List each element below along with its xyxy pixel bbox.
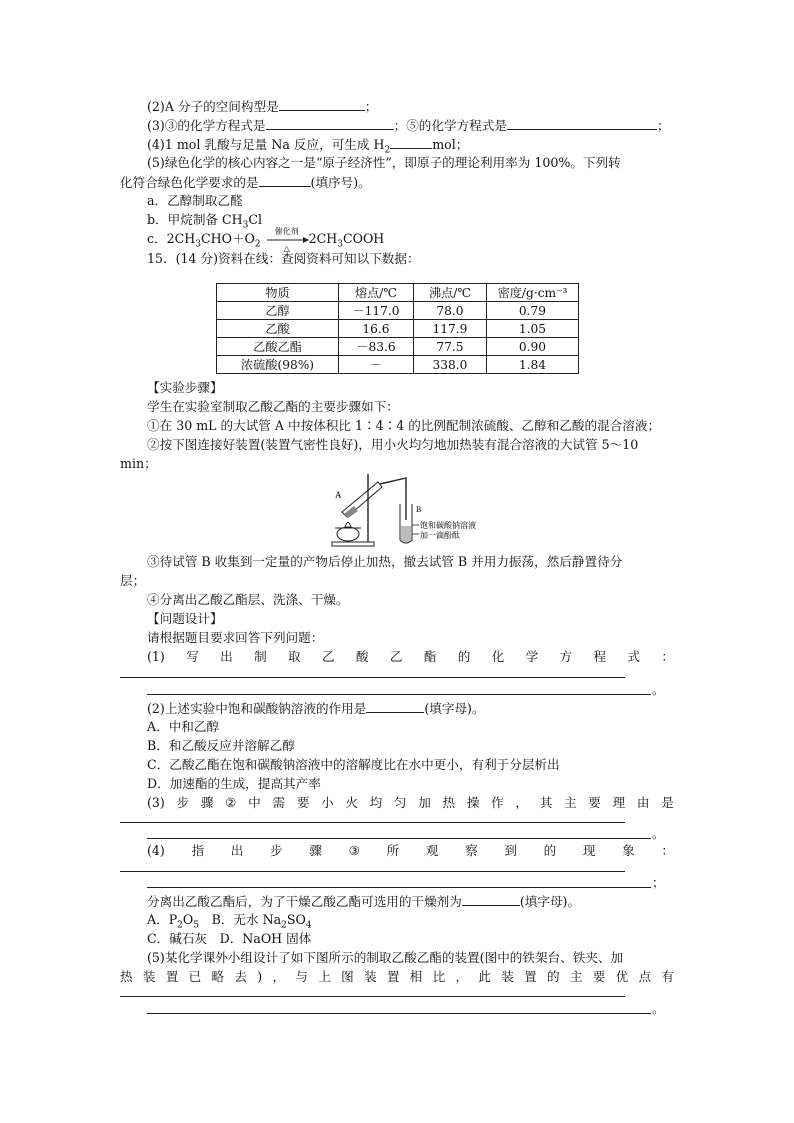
subscript: 2: [254, 239, 261, 250]
q2-option-c: C．乙酸乙酯在饱和碳酸钠溶液中的溶解度比在水中更小，有利于分层析出: [147, 757, 560, 772]
char: 象: [622, 843, 635, 858]
char: 指: [191, 843, 205, 858]
note-sodium-carbonate: 饱和碳酸钠溶液: [420, 521, 476, 530]
char: 观: [425, 843, 439, 858]
subscript: 3: [242, 220, 249, 231]
char: 略: [211, 969, 225, 984]
char: 理: [612, 795, 626, 810]
question-3-text: (3)③的化学方程式是: [147, 118, 266, 133]
char: 主: [564, 795, 577, 810]
question-2: [147, 98, 377, 115]
table-cell: 117.9: [414, 320, 487, 338]
design-heading: 【问题设计】: [147, 611, 223, 626]
char: 取: [288, 649, 301, 664]
design-q3: [147, 795, 674, 811]
formula-part: A．P: [147, 912, 178, 927]
answer-line[interactable]: [147, 694, 651, 695]
subscript: 4: [305, 920, 312, 931]
char: 匀: [393, 795, 407, 810]
formula-part: O: [182, 912, 194, 927]
char: 出: [220, 649, 233, 664]
table-cell: 乙酸: [217, 320, 339, 338]
table-cell: 乙醇: [217, 302, 339, 320]
char: (3): [147, 795, 165, 810]
char: 是: [661, 795, 674, 810]
char: 化: [491, 649, 505, 664]
char: 有: [661, 969, 674, 984]
step-1: ①在 30 mL 的大试管 A 中按体积比 1∶4∶4 的比例配制浓硫酸、乙醇和乙酸的混合溶液；: [147, 418, 661, 433]
answer-line[interactable]: [120, 871, 625, 872]
char: 此: [478, 969, 491, 984]
step-2-line1: ②按下图连接好装置(装置气密性良好)，用小火均匀地加热装有混合溶液的大试管 5～10: [147, 437, 639, 452]
q2-option-d: D．加速酯的生成，提高其产率: [147, 776, 321, 791]
table-header: 熔点/℃: [339, 284, 414, 302]
answer-line[interactable]: [120, 996, 625, 997]
char: 出: [230, 843, 244, 858]
period: 。: [652, 826, 665, 841]
char: 火: [345, 795, 358, 810]
period: 。: [652, 1001, 665, 1016]
char: 置: [165, 969, 179, 984]
char: 与: [295, 969, 308, 984]
answer-blank[interactable]: [279, 98, 365, 111]
char: 的: [457, 649, 471, 664]
table-row: [217, 320, 579, 338]
char: 相: [409, 969, 423, 984]
semicolon: ；: [652, 875, 665, 890]
char: 去: [234, 969, 247, 984]
question-15-title: 15．(14 分)资料在线：查阅资料可知以下数据：: [147, 251, 420, 266]
option-b: [147, 212, 263, 231]
steps-intro: 学生在实验室制取乙酸乙酯的主要步骤如下：: [147, 399, 399, 414]
table-cell: 338.0: [414, 356, 487, 374]
answer-blank[interactable]: [507, 117, 657, 130]
table-header: 物质: [217, 284, 339, 302]
char: 乙: [321, 649, 335, 664]
punct: ；: [656, 118, 670, 133]
char: 式: [627, 649, 640, 664]
design-q4-drying: [147, 893, 580, 910]
formula-part: B．无水 Na: [198, 912, 282, 927]
subscript: 3: [195, 239, 202, 250]
question-3-mid: ；⑤的化学方程式是: [393, 118, 507, 133]
option-b-text-end: Cl: [248, 212, 263, 227]
char: 已: [188, 969, 202, 984]
char: 乙: [389, 649, 403, 664]
char: 点: [638, 969, 652, 984]
char: 要: [296, 795, 310, 810]
table-cell: 乙酸乙酯: [217, 338, 339, 356]
answer-blank[interactable]: [366, 700, 424, 713]
subscript: 3: [337, 239, 344, 250]
char: 到: [504, 843, 517, 858]
design-intro: 请根据题目要求回答下列问题：: [147, 630, 324, 645]
char: 现: [582, 843, 596, 858]
question-5-end: (填序号)。: [310, 175, 371, 190]
question-3: [147, 117, 670, 134]
question-5-line2: [120, 174, 371, 191]
char: 均: [369, 795, 383, 810]
char: 其: [539, 795, 553, 810]
char: 酸: [355, 649, 369, 664]
catalyst-label: 催化剂: [274, 226, 299, 236]
char: ，: [455, 969, 469, 984]
table-cell: 0.90: [487, 338, 579, 356]
option-a: a．乙醇制取乙醛: [147, 193, 243, 208]
char: 优: [615, 969, 629, 984]
char: 置: [386, 969, 400, 984]
char: 装: [142, 969, 156, 984]
period: 。: [652, 682, 665, 697]
table-cell: 1.84: [487, 356, 579, 374]
char: ：: [661, 843, 674, 858]
char: 由: [636, 795, 650, 810]
design-q4: [147, 843, 674, 859]
char: 比: [432, 969, 446, 984]
question-5-text: 化符合绿色化学要求的是: [120, 175, 259, 190]
answer-blank[interactable]: [390, 136, 432, 149]
label-b: B: [416, 505, 422, 514]
question-4: [147, 136, 469, 156]
question-5-line1: (5)绿色化学的核心内容之一是“原子经济性”，即原子的理论利用率为 100%。下列转: [147, 155, 621, 170]
answer-line[interactable]: [147, 838, 651, 839]
char: 学: [525, 649, 539, 664]
char: 图: [341, 969, 354, 984]
char: ): [257, 969, 263, 984]
q2-option-a: A．中和乙醇: [147, 719, 220, 734]
step-3-line2: 层；: [120, 573, 146, 588]
table-row: [217, 356, 579, 374]
punct: ；: [364, 99, 378, 114]
char: 骤: [309, 843, 322, 858]
char: ③: [348, 843, 360, 858]
note-phenolphthalein: 加一滴酚酞: [420, 531, 460, 540]
table-cell: 16.6: [339, 320, 414, 338]
apparatus-diagram: [320, 468, 510, 550]
design-q1: [147, 649, 674, 665]
char: 需: [272, 795, 286, 810]
answer-blank[interactable]: [266, 117, 394, 130]
table-row: [217, 302, 579, 320]
char: 制: [254, 649, 267, 664]
char: 写: [186, 649, 199, 664]
answer-blank[interactable]: [462, 893, 520, 906]
formula-part: CHO＋O: [201, 231, 255, 246]
q4-options-ab: [147, 912, 312, 931]
char: 的: [543, 843, 557, 858]
formula-part: 2CH: [308, 231, 338, 246]
char: 装: [363, 969, 377, 984]
char: (1): [147, 649, 165, 664]
reaction-arrow: [265, 226, 309, 253]
subscript: 2: [177, 920, 183, 931]
char: 步: [270, 843, 283, 858]
table-cell: 0.79: [487, 302, 579, 320]
formula-part: c．2CH: [147, 231, 196, 246]
char: (4): [147, 843, 165, 858]
step-3-line1: ③待试管 B 收集到一定量的产物后停止加热，撤去试管 B 并用力振荡，然后静置待分: [147, 554, 623, 569]
char: 酯: [423, 649, 437, 664]
char: 置: [524, 969, 537, 984]
answer-line[interactable]: [120, 677, 625, 678]
char: ，: [515, 795, 528, 810]
char: 中: [248, 795, 261, 810]
heat-label: △: [283, 243, 290, 253]
char: 加: [418, 795, 431, 810]
char: ：: [661, 649, 674, 664]
answer-line[interactable]: [147, 1013, 651, 1014]
char: 热: [442, 795, 456, 810]
answer-line[interactable]: [147, 887, 651, 888]
char: 方: [559, 649, 573, 664]
table-cell: 1.05: [487, 320, 579, 338]
char: ②: [225, 795, 237, 810]
design-q5-line1: (5)某化学课外小组设计了如下图所示的制取乙酸乙酯的装置(图中的铁架台、铁夹、加: [147, 950, 624, 965]
table-header: 密度/g·cm⁻³: [487, 284, 579, 302]
formula-part: COOH: [343, 231, 385, 246]
subscript: 2: [281, 920, 287, 931]
step-4: ④分离出乙酸乙酯层、洗涤、干燥。: [147, 592, 349, 607]
table-cell: －117.0: [339, 302, 414, 320]
table-row: [217, 338, 579, 356]
char: 主: [569, 969, 583, 984]
table-cell: 浓硫酸(98%): [217, 356, 339, 374]
char: 的: [546, 969, 560, 984]
char: 热: [120, 969, 133, 984]
char: 要: [588, 795, 601, 810]
table-header: 沸点/℃: [414, 284, 487, 302]
design-q5-line2: [120, 969, 674, 985]
table-header-row: [217, 284, 579, 302]
answer-line[interactable]: [120, 822, 625, 823]
label-a: A: [335, 490, 342, 500]
subscript: 5: [193, 920, 199, 931]
option-b-text: b．甲烷制备 CH: [147, 212, 243, 227]
data-table: [216, 283, 579, 374]
formula-part: SO: [286, 912, 306, 927]
question-2-text: (2)A 分子的空间构型是: [147, 99, 279, 114]
alcohol-lamp: [335, 523, 361, 542]
q4-options-cd: C．碱石灰 D．NaOH 固体: [147, 931, 312, 946]
subscript: 2: [384, 145, 391, 156]
design-q4-drying-end: (填字母)。: [519, 894, 581, 909]
design-q2-end: (填字母)。: [424, 701, 485, 716]
char: 装: [501, 969, 514, 984]
table-cell: 78.0: [414, 302, 487, 320]
question-4-end: mol；: [432, 137, 469, 152]
char: 小: [321, 795, 334, 810]
char: 步: [176, 795, 190, 810]
step-2-line2: min；: [120, 456, 157, 471]
design-q4-drying-text: 分离出乙酸乙酯后，为了干燥乙酸乙酯可选用的干燥剂为: [147, 894, 462, 909]
option-c: [147, 226, 385, 253]
answer-blank[interactable]: [259, 174, 311, 187]
char: 所: [386, 843, 400, 858]
q2-option-b: B．和乙酸反应并溶解乙醇: [147, 738, 295, 753]
question-4-text: (4)1 mol 乳酸与足量 Na 反应，可生成 H: [147, 137, 385, 152]
design-q2: [147, 700, 485, 717]
delivery-tube: [380, 478, 406, 520]
design-q2-text: (2)上述实验中饱和碳酸钠溶液的作用是: [147, 701, 367, 716]
table-cell: 77.5: [414, 338, 487, 356]
char: ，: [272, 969, 286, 984]
table-cell: －: [339, 356, 414, 374]
char: 操: [466, 795, 480, 810]
char: 作: [491, 795, 504, 810]
test-tube-a: [342, 482, 382, 518]
char: 察: [465, 843, 478, 858]
char: 程: [593, 649, 607, 664]
steps-heading: 【实验步骤】: [147, 380, 223, 395]
table-cell: －83.6: [339, 338, 414, 356]
char: 要: [592, 969, 606, 984]
char: 上: [318, 969, 331, 984]
char: 骤: [200, 795, 214, 810]
